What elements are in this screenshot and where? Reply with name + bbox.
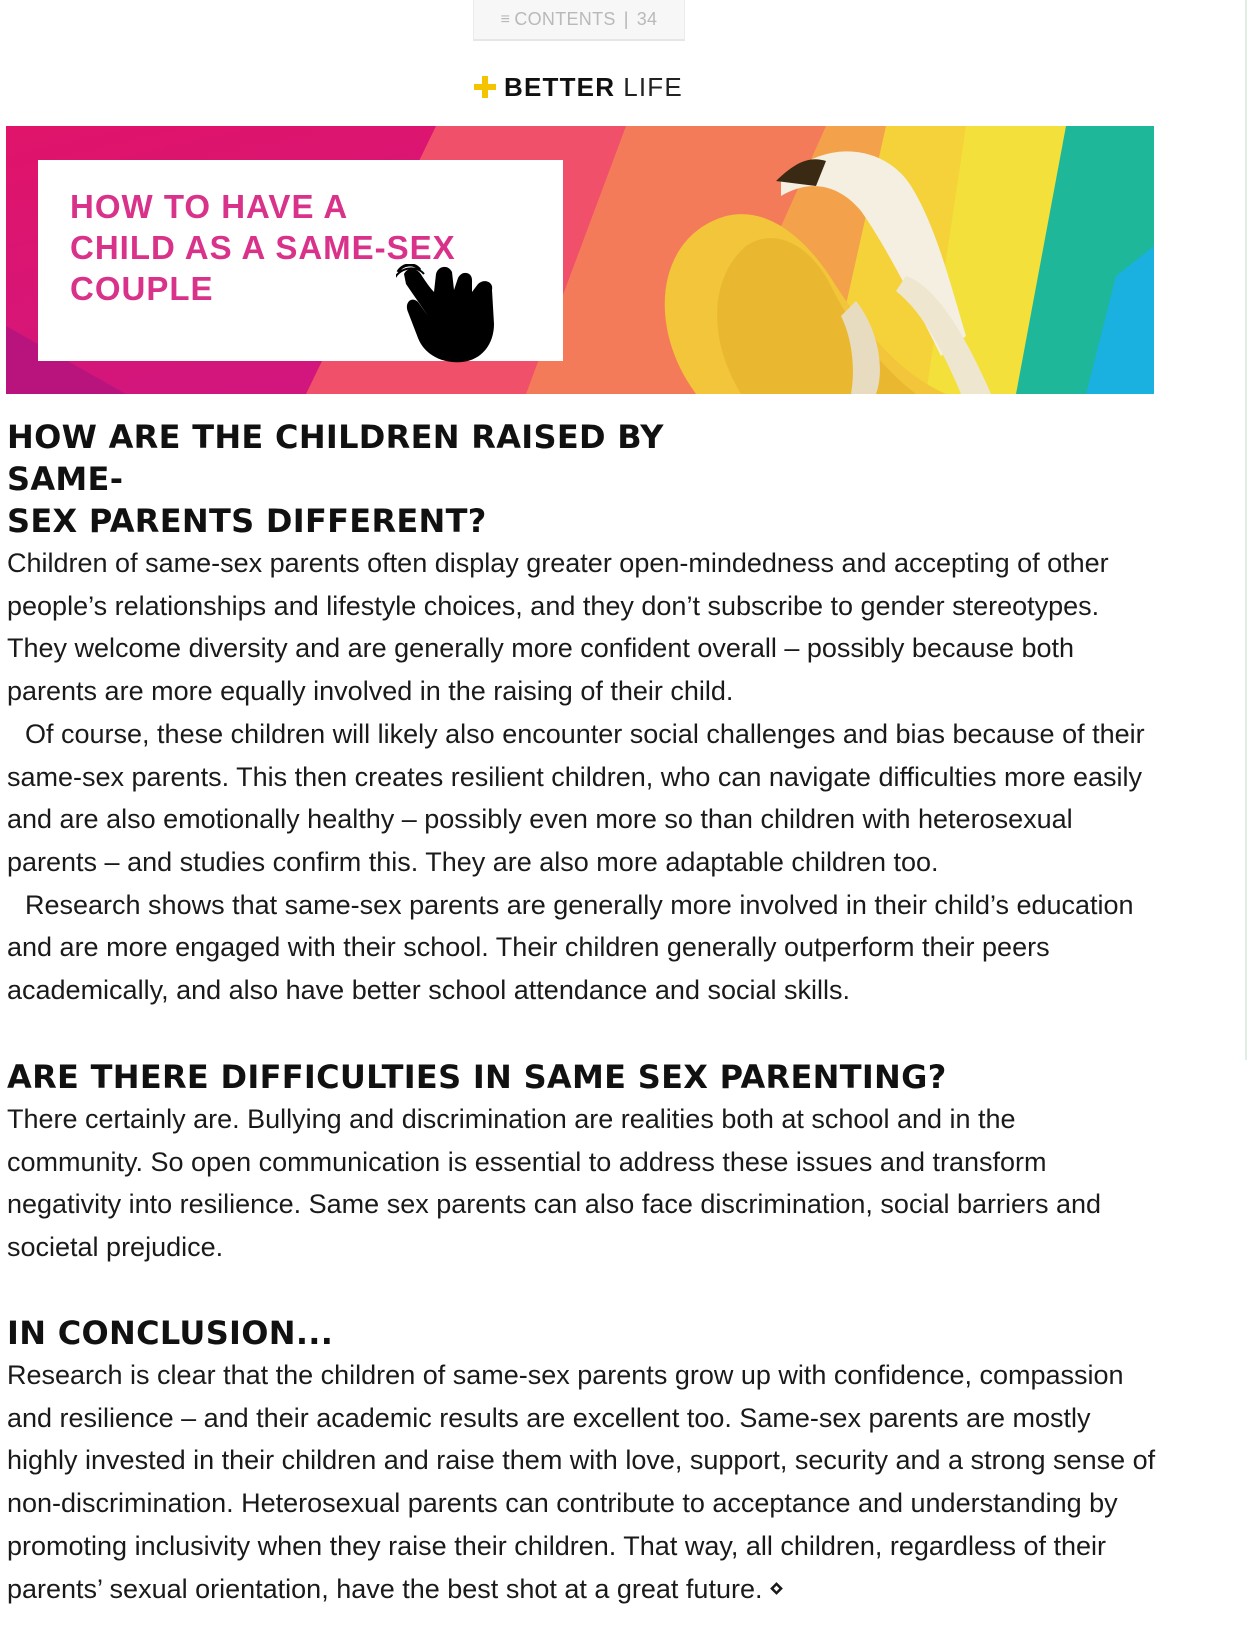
paragraph-text: Research is clear that the children of same-sex parents grow up with confidence, compassion and resilience – and their academic results are excellent too. Same-sex parents are mostly highly invested in their children and raise them with love, support, security and a strong sense of non-discrimination. Heterosexual parents can contribute to acceptance and understanding by promoting inclusivity when they raise their children. That way, all children, regardless of their parents’ sexual orientation, have the best shot at a great future.: [7, 1360, 1156, 1604]
paragraph: Of course, these children will likely also encounter social challenges and bias because of their same-sex parents. This then creates resilient children, who can navigate difficulties more easily and are also emotionally healthy – possibly even more so than children with heterosexual parents – and studies confirm this. They are also more adaptable children too.: [7, 718, 1145, 877]
divider: |: [623, 9, 629, 29]
paragraph: Research shows that same-sex parents are generally more involved in their child’s education and are more engaged with their school. Their children generally outperform their peers academically, and also have better school attendance and social skills.: [7, 889, 1134, 1006]
section-3: [7, 1312, 1157, 1610]
hero-banner[interactable]: [6, 126, 1154, 394]
paragraph: [7, 1354, 1157, 1610]
section-2: [7, 1056, 1157, 1269]
plus-icon: [474, 76, 496, 98]
page-edge-rule: [1245, 0, 1247, 1060]
page-number: 34: [636, 9, 658, 29]
paragraph: There certainly are. Bullying and discrimination are realities both at school and in the community. So open communication is essential to address these issues and transform negativity into resilience. Same sex parents can also face discrimination, social barriers and societal prejudice.: [7, 1104, 1102, 1263]
section-heading: HOW ARE THE CHILDREN RAISED BY SAME- SEX PARENTS DIFFERENT?: [7, 418, 664, 540]
paragraph: Children of same-sex parents often display greater open-mindedness and accepting of other people’s relationships and lifestyle choices, and they don’t subscribe to gender stereotypes. They welcome diversity and are generally more confident overall – possibly because both parents are more equally involved in the raising of their child.: [7, 548, 1109, 707]
section-heading: ARE THERE DIFFICULTIES IN SAME SEX PARENTING?: [7, 1058, 947, 1096]
section-heading: IN CONCLUSION...: [7, 1314, 334, 1352]
section-1: [7, 416, 1157, 1012]
hero-title: HOW TO HAVE A CHILD AS A SAME-SEX COUPLE: [70, 188, 456, 307]
brand-light: LIFE: [623, 71, 683, 102]
menu-lines-icon: ≡: [500, 10, 511, 28]
contents-label: CONTENTS: [514, 9, 616, 29]
end-of-article-icon: [770, 1582, 783, 1595]
contents-button[interactable]: [473, 0, 685, 41]
hand-pointer-icon: [396, 264, 518, 364]
brand-bold: BETTER: [504, 71, 616, 102]
section-brand: [474, 70, 683, 104]
